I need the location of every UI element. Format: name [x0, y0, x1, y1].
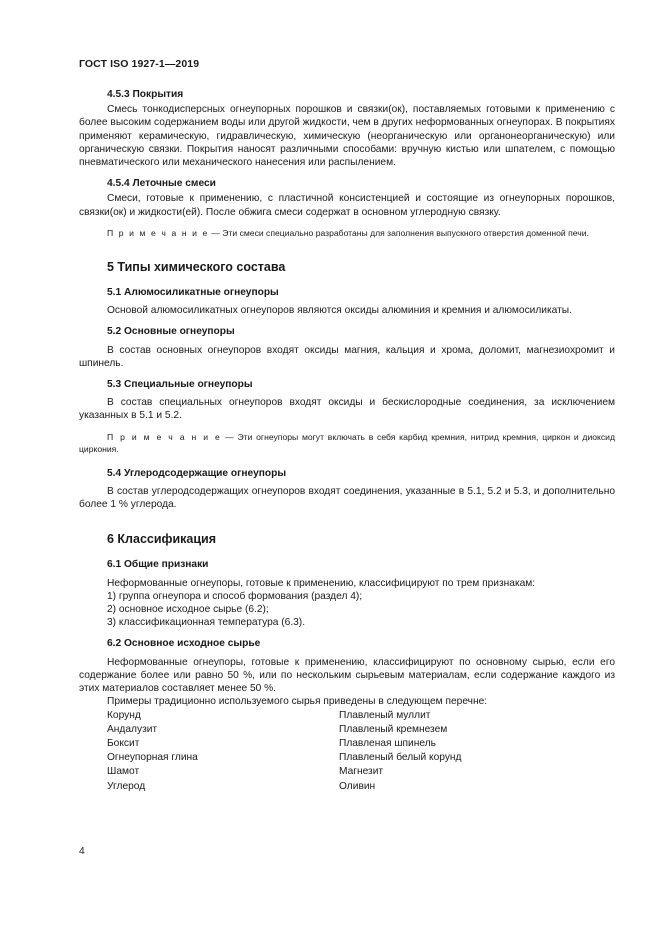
document-code: ГОСТ ISO 1927-1—2019 [79, 58, 200, 70]
materials-list [107, 709, 615, 794]
section-4-5-3-text: Смесь тонкодисперсных огнеупорных порошков и связки(ок), поставляемых готовыми к применению с более высоким содержанием воды или другой жидкости, чем в других неформованных огнеупорах. В покрытиях применяют керамическую, гидравлическую, химическую (неорганическую или органонеорганическую) или органическую связки. Покрытия наносят различными способами: вручную кистью или шпателем, с помощью пневматического или механического нанесения или распылением. [79, 104, 615, 169]
section-4-5-3-title: 4.5.3 Покрытия [107, 89, 184, 100]
section-6-2-text-2: Примеры традиционно используемого сырья приведены в следующем перечне: [107, 696, 488, 708]
material-item: Плавленый муллит [339, 709, 431, 721]
section-4-5-4-text: Смеси, готовые к применению, с пластичной консистенцией и состоящие из огнеупорных порошков, связки(ок) и жидкости(ей). После обжига смеси содержат в основном углеродную связку. [79, 193, 615, 218]
material-item: Корунд [107, 709, 141, 721]
section-5-3-note [79, 431, 615, 455]
section-5-2-title: 5.2 Основные огнеупоры [107, 326, 235, 338]
page-content [79, 88, 615, 794]
section-6-2-text: Неформованные огнеупоры, готовые к применению, классифицируют по основному сырью, если его содержание более или равно 50 %, или по нескольким сырьевым материалам, если содержание каждого из этих материалов составляет менее 50 %. [79, 656, 615, 695]
note-label: П р и м е ч а н и е [107, 431, 222, 442]
note-label: П р и м е ч а н и е [107, 227, 209, 238]
section-6-title: 6 Классификация [107, 532, 217, 547]
note-text: — Эти смеси специально разработаны для заполнения выпускного отверстия доменной печи. [208, 227, 589, 238]
material-item: Огнеупорная глина [107, 752, 198, 764]
section-5-3-title: 5.3 Специальные огнеупоры [107, 379, 253, 391]
section-5-title: 5 Типы химического состава [107, 259, 286, 274]
material-item: Плавленый белый корунд [339, 752, 462, 764]
note-text: — Эти огнеупоры могут включать в себя карбид кремния, нитрид кремния, циркон и диоксид циркония. [79, 431, 615, 454]
material-item: Андалузит [107, 723, 158, 735]
list-item: 2) основное исходное сырье (6.2); [107, 604, 269, 616]
material-item: Оливин [339, 780, 376, 792]
section-6-2-title: 6.2 Основное исходное сырье [107, 638, 261, 650]
section-5-2-text: В состав основных огнеупоров входят оксиды магния, кальция и хрома, доломит, магнезиохромит и шпинель. [79, 344, 615, 369]
section-5-1-text: Основой алюмосиликатных огнеупоров являются оксиды алюминия и кремния и алюмосиликаты. [107, 305, 572, 317]
section-5-1-title: 5.1 Алюмосиликатные огнеупоры [107, 287, 279, 299]
list-item: 3) классификационная температура (6.3). [107, 617, 306, 629]
material-item: Шамот [107, 766, 140, 778]
material-item: Углерод [107, 780, 146, 792]
material-item: Магнезит [339, 766, 384, 778]
material-item: Плавленая шпинель [339, 737, 436, 749]
material-item: Плавленый кремнезем [339, 723, 448, 735]
section-4-5-4-note [79, 227, 615, 239]
section-4-5-4-title: 4.5.4 Леточные смеси [107, 178, 216, 190]
section-6-1-title: 6.1 Общие признаки [107, 559, 209, 571]
section-5-4-title: 5.4 Углеродсодержащие огнеупоры [107, 467, 287, 479]
list-item: 1) группа огнеупора и способ формования (раздел 4); [107, 590, 363, 602]
section-5-3-text: В состав специальных огнеупоров входят оксиды и бескислородные соединения, за исключением указанных в 5.1 и 5.2. [79, 397, 615, 422]
section-6-1-text: Неформованные огнеупоры, готовые к применению, классифицируют по трем признакам: [107, 577, 536, 589]
section-5-4-text: В состав углеродсодержащих огнеупоров входят соединения, указанные в 5.1, 5.2 и 5.3, и дополнительно более 1 % углерода. [79, 485, 615, 511]
material-item: Боксит [107, 737, 140, 749]
page-number: 4 [79, 846, 85, 857]
